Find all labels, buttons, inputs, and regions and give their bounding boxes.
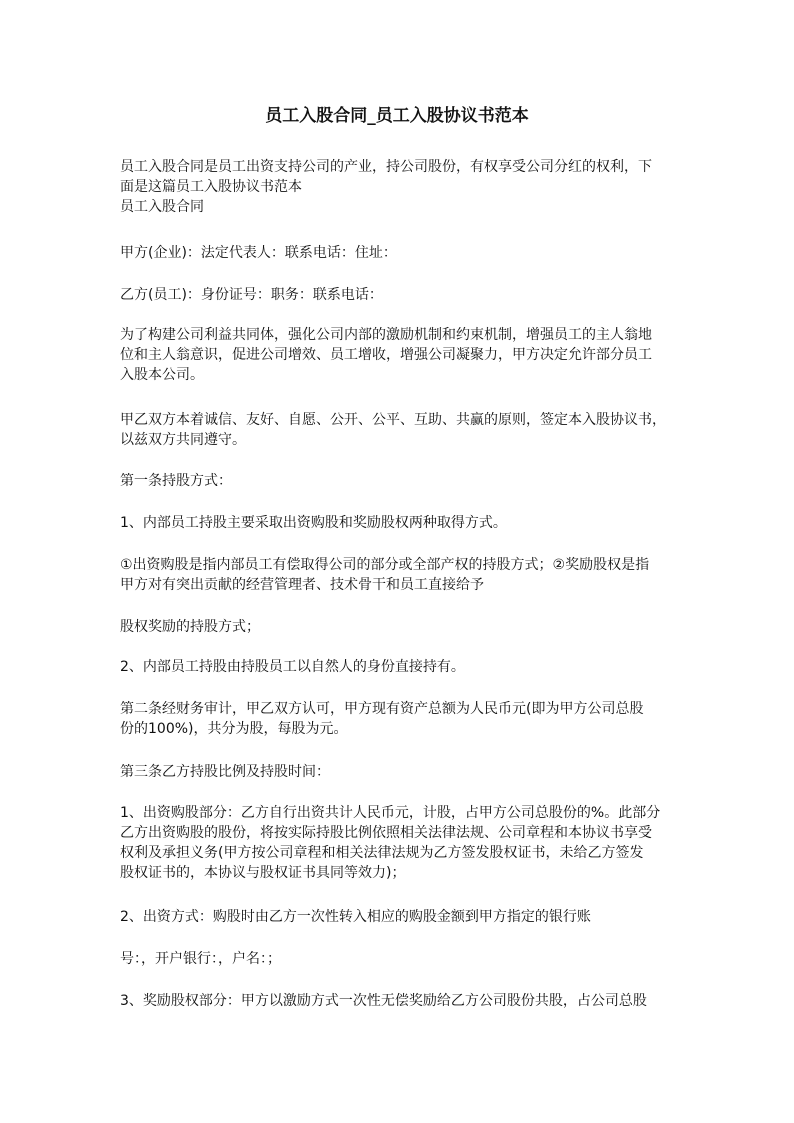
article3-item2-line: 号：，开户银行：，户名：； (120, 951, 281, 967)
contract-subtitle: 员工入股合同 (120, 199, 204, 215)
article1-item2 (120, 657, 680, 677)
article1-detail-cont (120, 617, 680, 637)
article3-item2-line: 2、出资方式：购股时由乙方一次性转入相应的购股金额到甲方指定的银行账 (120, 909, 591, 925)
article3-item1-line: 权利及承担义务(甲方按公司章程和相关法律法规为乙方签发股权证书，未给乙方签发 (120, 845, 644, 861)
article2-line: 份的100%)，共分为股，每股为元。 (120, 721, 348, 737)
purpose-line: 为了构建公司利益共同体，强化公司内部的激励机制和约束机制，增强员工的主人翁地 (120, 327, 652, 343)
article3-item2 (120, 907, 680, 927)
article3-heading (120, 762, 680, 782)
article3-item3 (120, 991, 680, 1011)
article3-item2-cont (120, 949, 680, 969)
article1-detail-line: ①出资购股是指内部员工有偿取得公司的部分或全部产权的持股方式；②奖励股权是指 (120, 557, 650, 573)
party-a-line: 甲方(企业)：法定代表人：联系电话：住址： (120, 245, 397, 261)
article2-line: 第二条经财务审计，甲乙双方认可，甲方现有资产总额为人民币元(即为甲方公司总股 (120, 701, 644, 717)
article3-item1-line: 乙方出资购股的股份，将按实际持股比例依照相关法律法规、公司章程和本协议书享受 (120, 825, 652, 841)
party-b-line: 乙方(员工)：身份证号：职务：联系电话： (120, 287, 383, 303)
article1-heading (120, 471, 680, 491)
article2-paragraph (120, 699, 680, 739)
purpose-paragraph (120, 325, 680, 385)
article3-heading-text: 第三条乙方持股比例及持股时间： (120, 764, 330, 780)
purpose-line: 入股本公司。 (120, 367, 204, 383)
party-a-paragraph (120, 243, 680, 263)
intro-paragraph (120, 157, 680, 217)
article1-detail (120, 555, 680, 595)
article1-heading-text: 第一条持股方式： (120, 473, 232, 489)
article3-item3-line: 3、奖励股权部分：甲方以激励方式一次性无偿奖励给乙方公司股份共股，占公司总股 (120, 993, 647, 1009)
article1-item2-text: 2、内部员工持股由持股员工以自然人的身份直接持有。 (120, 659, 465, 675)
article1-detail-line: 股权奖励的持股方式； (120, 619, 260, 635)
article1-item1-text: 1、内部员工持股主要采取出资购股和奖励股权两种取得方式。 (120, 515, 507, 531)
article1-detail-line: 甲方对有突出贡献的经营管理者、技术骨干和员工直接给予 (120, 577, 484, 593)
article3-item1-line: 股权证书的，本协议与股权证书具同等效力)； (120, 865, 406, 881)
intro-line: 面是这篇员工入股协议书范本 (120, 179, 302, 195)
principle-paragraph (120, 410, 680, 450)
article3-item1 (120, 803, 680, 883)
article3-item1-line: 1、出资购股部分：乙方自行出资共计人民币元，计股，占甲方公司总股份的%。此部分 (120, 805, 661, 821)
intro-line: 员工入股合同是员工出资支持公司的产业，持公司股份，有权享受公司分红的权利，下 (120, 159, 652, 175)
party-b-paragraph (120, 285, 680, 305)
document-title: 员工入股合同_员工入股协议书范本 (265, 106, 529, 126)
principle-line: 甲乙双方本着诚信、友好、自愿、公开、公平、互助、共赢的原则，签定本入股协议书， (120, 412, 666, 428)
purpose-line: 位和主人翁意识，促进公司增效、员工增收，增强公司凝聚力，甲方决定允许部分员工 (120, 347, 652, 363)
article1-item1 (120, 513, 680, 533)
principle-line: 以兹双方共同遵守。 (120, 432, 246, 448)
